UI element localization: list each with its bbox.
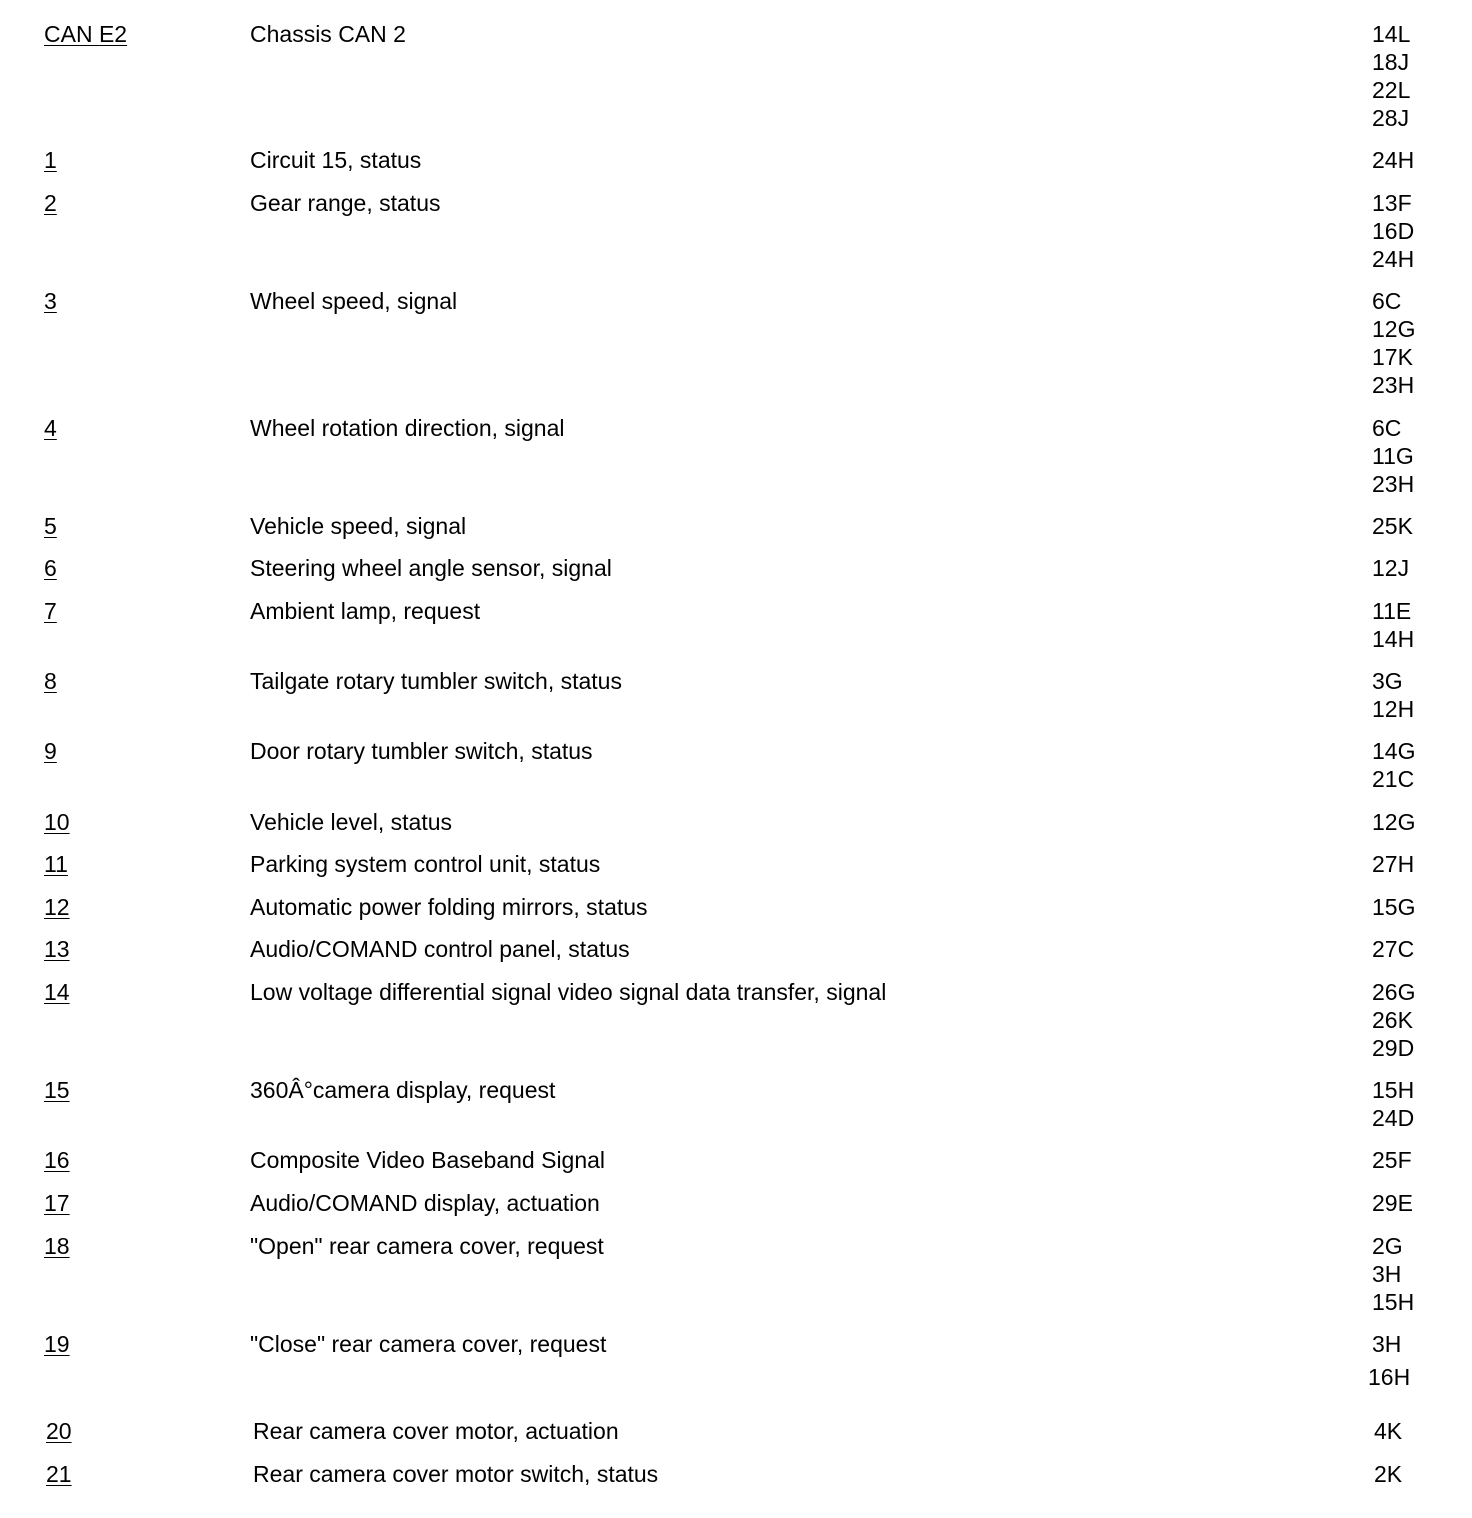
row-references: [1372, 850, 1414, 878]
row-description: Audio/COMAND control panel, status: [250, 936, 630, 962]
row-references: [1372, 146, 1414, 174]
row-description: Tailgate rotary tumbler switch, status: [250, 668, 622, 694]
reference: 26G: [1372, 979, 1416, 1005]
row-id: 8: [44, 668, 57, 694]
row-id: 18: [44, 1233, 70, 1259]
reference: 3G: [1372, 668, 1403, 694]
reference: 27H: [1372, 851, 1415, 877]
row-references: [1372, 935, 1414, 963]
row-description: Parking system control unit, status: [250, 851, 601, 877]
row-id: 19: [44, 1331, 70, 1357]
row-references: [1372, 20, 1410, 132]
row-id: 14: [44, 979, 70, 1005]
row-id: 4: [44, 415, 57, 441]
reference: 12H: [1372, 696, 1415, 722]
reference: 27C: [1372, 936, 1415, 962]
row-id: 12: [44, 894, 70, 920]
reference: 2G: [1372, 1233, 1403, 1259]
reference: 29E: [1372, 1190, 1413, 1216]
reference: 15H: [1372, 1289, 1415, 1315]
reference: 2K: [1374, 1461, 1403, 1487]
row-description: Composite Video Baseband Signal: [250, 1147, 606, 1173]
row-description: Wheel rotation direction, signal: [250, 415, 565, 441]
row-id: 21: [46, 1461, 72, 1487]
row-description: "Open" rear camera cover, request: [250, 1233, 604, 1259]
reference: 18J: [1372, 49, 1410, 75]
row-id: 20: [46, 1418, 72, 1444]
reference: 22L: [1372, 77, 1411, 103]
row-id: 11: [44, 851, 68, 877]
reference: 6C: [1372, 415, 1402, 441]
row-description: Wheel speed, signal: [250, 288, 458, 314]
row-id: 10: [44, 809, 70, 835]
reference: 24H: [1372, 147, 1415, 173]
row-description: Vehicle speed, signal: [250, 513, 467, 539]
row-description: Low voltage differential signal video signal data transfer, signal: [250, 979, 887, 1005]
reference: 29D: [1372, 1035, 1415, 1061]
row-references: [1372, 667, 1414, 723]
reference: 4K: [1374, 1418, 1403, 1444]
row-references: [1374, 1417, 1402, 1445]
row-id: 1: [44, 147, 57, 173]
row-references: [1372, 597, 1414, 653]
row-references: [1372, 554, 1409, 582]
reference: 15G: [1372, 894, 1416, 920]
reference: 12J: [1372, 555, 1410, 581]
row-description: Rear camera cover motor, actuation: [253, 1418, 619, 1444]
row-id: 15: [44, 1077, 70, 1103]
row-id: 6: [44, 555, 57, 581]
row-references: [1372, 189, 1414, 273]
row-description: Gear range, status: [250, 190, 441, 216]
row-id: 2: [44, 190, 57, 216]
reference: 12G: [1372, 809, 1416, 835]
row-references: [1372, 512, 1413, 540]
row-references: [1372, 1076, 1414, 1132]
row-description: "Close" rear camera cover, request: [250, 1331, 607, 1357]
row-references: [1368, 1330, 1411, 1391]
reference: 14H: [1372, 626, 1415, 652]
reference: 3H: [1372, 1261, 1402, 1287]
row-id: 3: [44, 288, 57, 314]
row-description: Steering wheel angle sensor, signal: [250, 555, 612, 581]
reference: 21C: [1372, 766, 1415, 792]
row-description: Ambient lamp, request: [250, 598, 481, 624]
row-description: Chassis CAN 2: [250, 21, 406, 47]
row-references: [1372, 414, 1414, 498]
reference: 24H: [1372, 246, 1415, 272]
row-references: [1372, 808, 1415, 836]
reference: 6C: [1372, 288, 1402, 314]
reference: 23H: [1372, 471, 1415, 497]
row-id: 16: [44, 1147, 70, 1173]
row-id: 5: [44, 513, 57, 539]
row-id: CAN E2: [44, 21, 128, 47]
row-references: [1372, 287, 1415, 399]
row-description: Door rotary tumbler switch, status: [250, 738, 593, 764]
reference: 24D: [1372, 1105, 1415, 1131]
reference: 26K: [1372, 1007, 1413, 1033]
reference: 17K: [1372, 344, 1413, 370]
reference: 15H: [1372, 1077, 1415, 1103]
reference: 16D: [1372, 218, 1415, 244]
row-description: Vehicle level, status: [250, 809, 453, 835]
row-id: 7: [44, 598, 57, 624]
reference: 12G: [1372, 316, 1416, 342]
reference: 28J: [1372, 105, 1410, 131]
reference: 14L: [1372, 21, 1411, 47]
reference: 3H: [1372, 1331, 1402, 1357]
reference: 25F: [1372, 1147, 1412, 1173]
row-description: 360Â°camera display, request: [250, 1077, 556, 1103]
row-id: 17: [44, 1190, 70, 1216]
reference: 11E: [1372, 598, 1412, 624]
row-references: [1372, 1189, 1413, 1217]
reference: 16H: [1368, 1364, 1411, 1390]
row-references: [1374, 1460, 1402, 1488]
row-references: [1372, 978, 1415, 1062]
reference: 14G: [1372, 738, 1416, 764]
row-references: [1372, 1146, 1412, 1174]
row-description: Rear camera cover motor switch, status: [253, 1461, 659, 1487]
reference: 23H: [1372, 372, 1415, 398]
row-references: [1372, 737, 1415, 793]
reference: 13F: [1372, 190, 1412, 216]
row-description: Automatic power folding mirrors, status: [250, 894, 648, 920]
row-id: 9: [44, 738, 57, 764]
row-references: [1372, 1232, 1414, 1316]
row-description: Circuit 15, status: [250, 147, 422, 173]
row-references: [1372, 893, 1415, 921]
reference: 25K: [1372, 513, 1413, 539]
row-description: Audio/COMAND display, actuation: [250, 1190, 600, 1216]
reference: 11G: [1372, 443, 1414, 469]
row-id: 13: [44, 936, 70, 962]
